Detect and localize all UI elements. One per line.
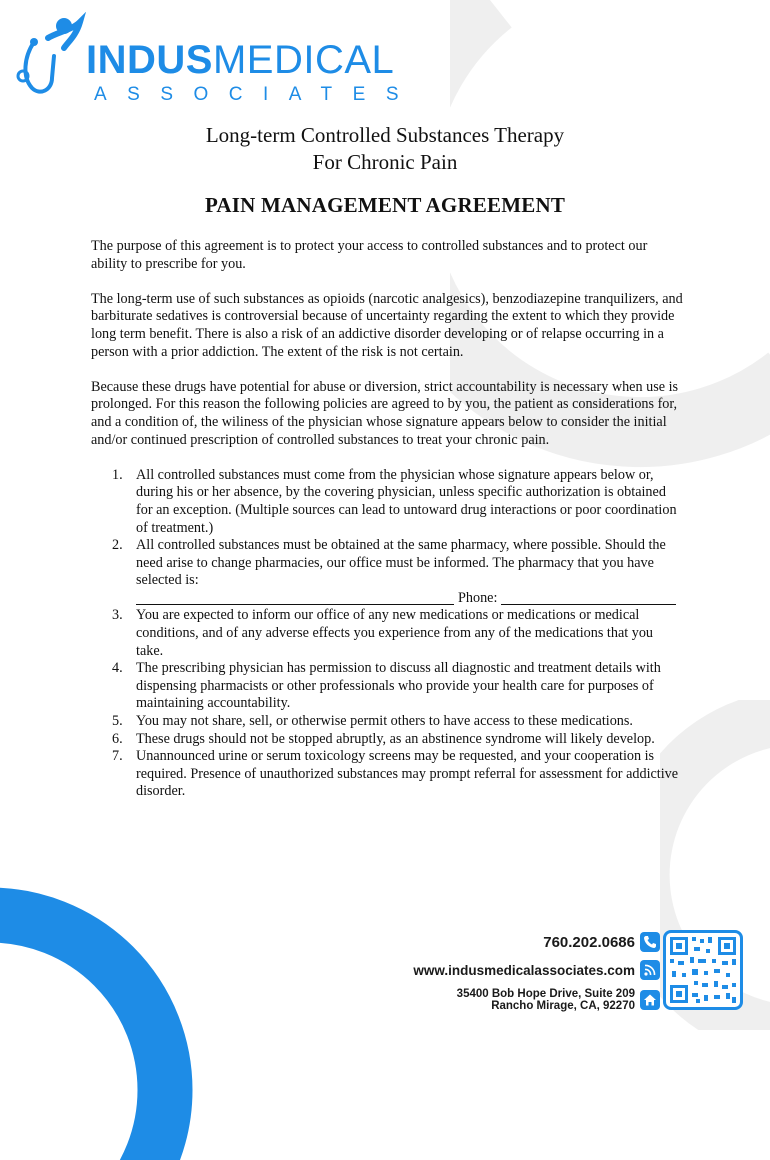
list-item <box>91 537 683 607</box>
list-item-number: 1. <box>112 466 123 483</box>
pharmacy-name-field[interactable] <box>136 590 454 605</box>
list-item <box>91 607 683 660</box>
policy-list <box>91 467 683 801</box>
list-item <box>91 713 683 731</box>
document-title-line2: For Chronic Pain <box>312 150 458 174</box>
list-item <box>91 731 683 749</box>
pharmacy-phone-field[interactable] <box>501 590 676 605</box>
list-item <box>91 660 683 713</box>
paragraph-purpose: The purpose of this agreement is to protect your access to controlled substances and to protect our ability to prescribe for you. <box>91 238 648 272</box>
brand-logo <box>14 12 420 105</box>
qr-code-icon <box>663 930 743 1010</box>
list-item <box>91 467 683 537</box>
document-body <box>91 238 683 801</box>
list-item-number: 4. <box>112 660 123 677</box>
list-item-text: You are expected to inform our office of any new medications or medications or medical conditions, and of any adverse effects you experience from any of the medications that you take. <box>136 607 654 659</box>
list-item-number: 3. <box>112 607 123 624</box>
footer-phone[interactable]: 760.202.0686 <box>543 933 635 951</box>
footer-address-line2: Rancho Mirage, CA, 92270 <box>491 1000 635 1012</box>
wifi-icon <box>640 960 660 980</box>
footer-address-line1: 35400 Bob Hope Drive, Suite 209 <box>456 988 635 1000</box>
home-icon <box>640 990 660 1010</box>
list-item-text: You may not share, sell, or otherwise permit others to have access to these medications. <box>136 713 633 730</box>
brand-name-bold: INDUS <box>86 38 213 82</box>
pharmacy-phone-label: Phone: <box>458 589 498 606</box>
phone-icon <box>640 932 660 952</box>
document-title-line1: Long-term Controlled Substances Therapy <box>205 123 565 147</box>
list-item-number: 5. <box>112 713 123 730</box>
brand-subtitle: ASSOCIATES <box>94 84 420 105</box>
list-item-text: These drugs should not be stopped abruptly, as an abstinence syndrome will likely develop. <box>136 730 655 747</box>
brand-name-light: MEDICAL <box>212 38 395 82</box>
list-item-number: 7. <box>112 748 123 765</box>
list-item-text: Unannounced urine or serum toxicology screens may be requested, and your cooperation is required. Presence of unauthorized substances may prompt referral for assessment for addictive disorder. <box>136 748 679 800</box>
decorative-arc-bottom <box>0 860 230 1160</box>
list-item-text: The prescribing physician has permission to discuss all diagnostic and treatment details with dispensing pharmacists or other professionals who provide your health care for purposes of maintaining accountability. <box>136 660 661 712</box>
list-item <box>91 748 683 801</box>
list-item-number: 6. <box>112 730 123 747</box>
contact-footer <box>400 930 660 1012</box>
footer-website[interactable]: www.indusmedicalassociates.com <box>413 962 635 978</box>
list-item-text: All controlled substances must come from the physician whose signature appears below or, during his or her absence, by the covering physician, unless specific authorization is obtained for an exception. (Multiple sources can lead to untoward drug interactions or poor coordination of treatment.) <box>136 466 677 536</box>
paragraph-risks: The long-term use of such substances as opioids (narcotic analgesics), benzodiazepine tranquilizers, and barbiturate sedatives is controversial because of uncertainty regarding the extent to which they provide long term benefit. There is also a risk of an addictive disorder developing or of relapse occurring in a person with a prior addiction. The extent of the risk is not certain. <box>91 290 683 360</box>
list-item-text: All controlled substances must be obtained at the same pharmacy, where possible. Should the need arise to change pharmacies, our office must be informed. The pharmacy that you have selected is: <box>136 537 666 589</box>
agreement-heading: PAIN MANAGEMENT AGREEMENT <box>204 193 566 217</box>
paragraph-accountability: Because these drugs have potential for abuse or diversion, strict accountability is necessary when use is prolonged. For this reason the following policies are agreed to by you, the patient as considerations for, and a condition of, the wiliness of the physician whose signature appears below to consider the initial and/or continued prescription of controlled substances to treat your chronic pain. <box>91 378 679 448</box>
document-title-block <box>0 122 770 219</box>
list-item-number: 2. <box>112 537 123 554</box>
